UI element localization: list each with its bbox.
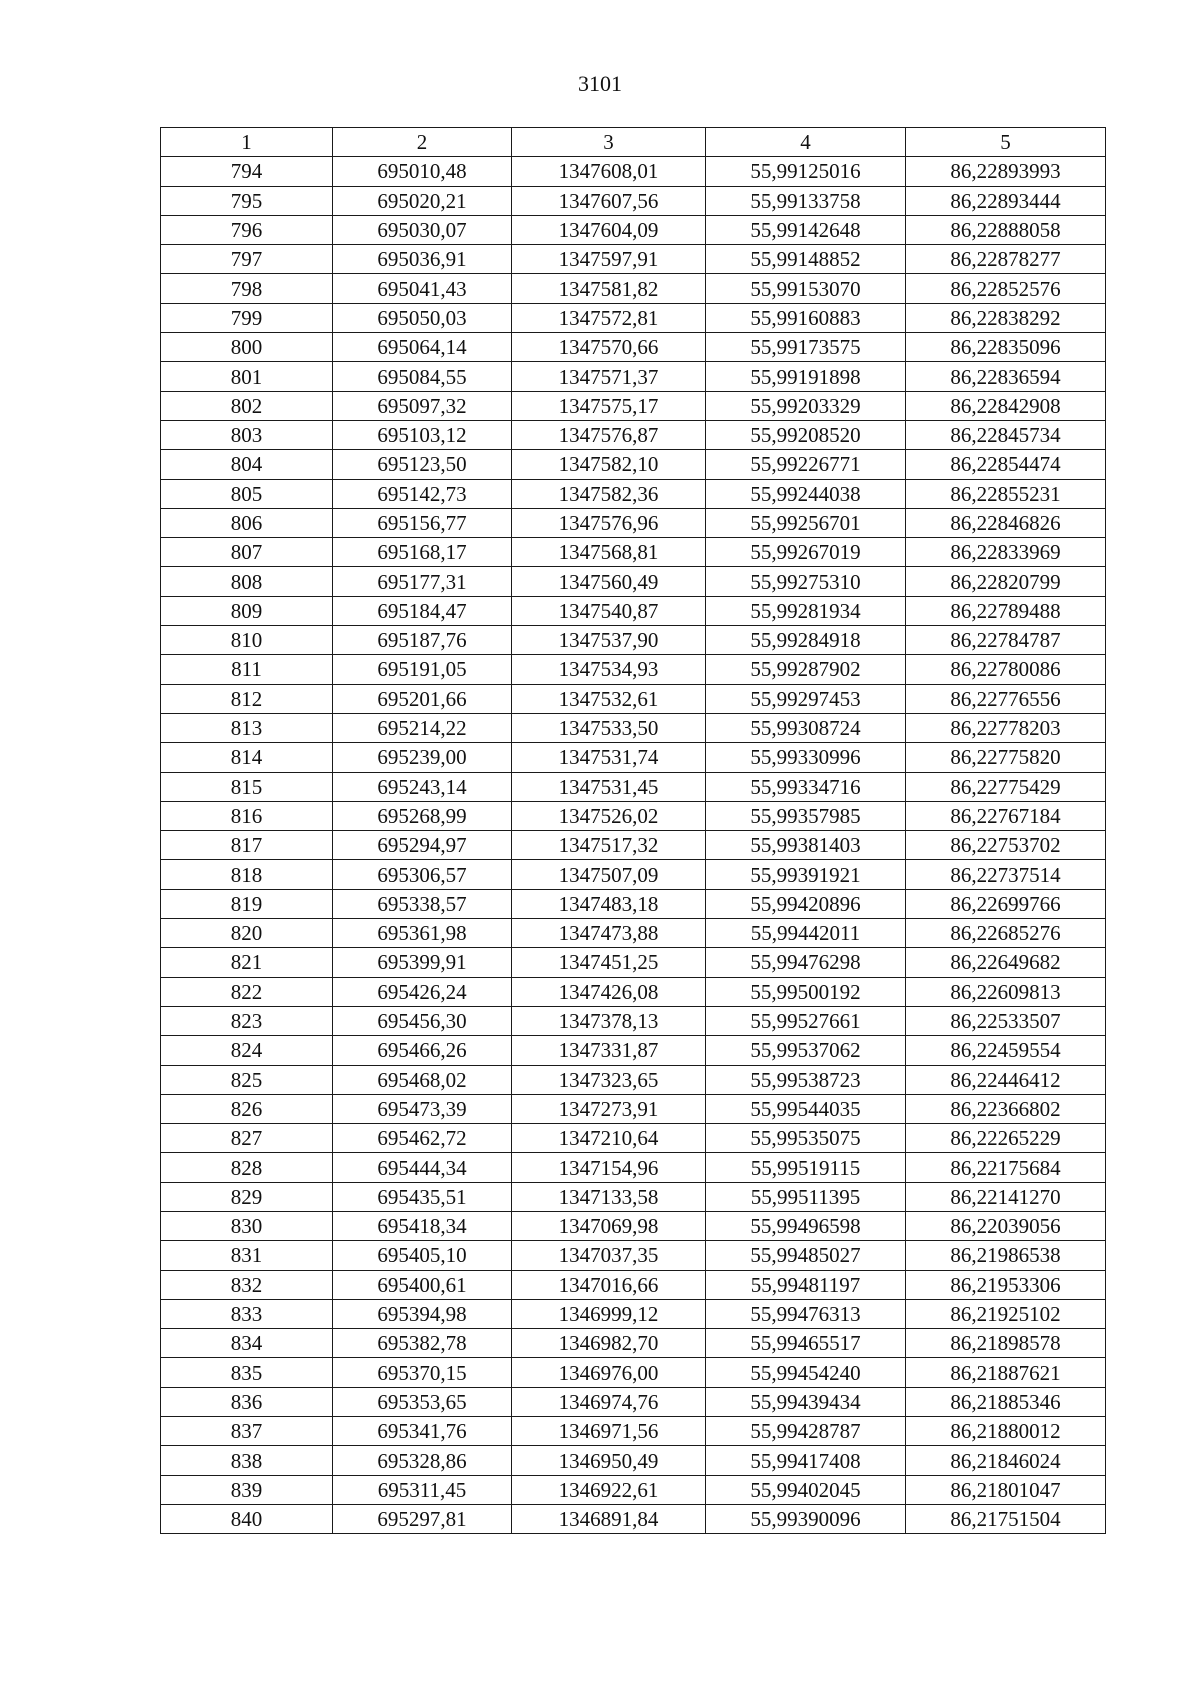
x-coordinate-cell: 695064,14: [333, 333, 512, 362]
longitude-cell: 86,22776556: [906, 684, 1106, 713]
longitude-cell: 86,22789488: [906, 596, 1106, 625]
y-coordinate-cell: 1347575,17: [512, 391, 706, 420]
latitude-cell: 55,99160883: [706, 303, 906, 332]
table-row: [161, 1094, 1106, 1123]
latitude-cell: 55,99381403: [706, 831, 906, 860]
table-row: [161, 362, 1106, 391]
latitude-cell: 55,99287902: [706, 655, 906, 684]
latitude-cell: 55,99133758: [706, 186, 906, 215]
header-col-3: 3: [512, 128, 706, 157]
y-coordinate-cell: 1346976,00: [512, 1358, 706, 1387]
latitude-cell: 55,99297453: [706, 684, 906, 713]
header-col-2: 2: [333, 128, 512, 157]
latitude-cell: 55,99402045: [706, 1475, 906, 1504]
point-number-cell: 808: [161, 567, 333, 596]
y-coordinate-cell: 1347532,61: [512, 684, 706, 713]
longitude-cell: 86,22820799: [906, 567, 1106, 596]
table-row: [161, 1241, 1106, 1270]
y-coordinate-cell: 1347533,50: [512, 713, 706, 742]
table-row: [161, 1329, 1106, 1358]
latitude-cell: 55,99476298: [706, 948, 906, 977]
point-number-cell: 804: [161, 450, 333, 479]
latitude-cell: 55,99125016: [706, 157, 906, 186]
table-row: [161, 1006, 1106, 1035]
point-number-cell: 812: [161, 684, 333, 713]
table-row: [161, 889, 1106, 918]
x-coordinate-cell: 695010,48: [333, 157, 512, 186]
longitude-cell: 86,21885346: [906, 1387, 1106, 1416]
point-number-cell: 825: [161, 1065, 333, 1094]
point-number-cell: 822: [161, 977, 333, 1006]
longitude-cell: 86,21880012: [906, 1417, 1106, 1446]
x-coordinate-cell: 695297,81: [333, 1504, 512, 1533]
table-row: [161, 948, 1106, 977]
table-row: [161, 1124, 1106, 1153]
table-row: [161, 1446, 1106, 1475]
x-coordinate-cell: 695456,30: [333, 1006, 512, 1035]
table-row: [161, 1358, 1106, 1387]
y-coordinate-cell: 1347210,64: [512, 1124, 706, 1153]
x-coordinate-cell: 695435,51: [333, 1182, 512, 1211]
table-body: [161, 157, 1106, 1534]
x-coordinate-cell: 695405,10: [333, 1241, 512, 1270]
x-coordinate-cell: 695177,31: [333, 567, 512, 596]
y-coordinate-cell: 1347526,02: [512, 801, 706, 830]
table-row: [161, 450, 1106, 479]
point-number-cell: 824: [161, 1036, 333, 1065]
y-coordinate-cell: 1347607,56: [512, 186, 706, 215]
header-col-5: 5: [906, 128, 1106, 157]
point-number-cell: 820: [161, 919, 333, 948]
table-row: [161, 420, 1106, 449]
y-coordinate-cell: 1347069,98: [512, 1211, 706, 1240]
table-row: [161, 1036, 1106, 1065]
y-coordinate-cell: 1347483,18: [512, 889, 706, 918]
latitude-cell: 55,99428787: [706, 1417, 906, 1446]
longitude-cell: 86,22836594: [906, 362, 1106, 391]
x-coordinate-cell: 695036,91: [333, 245, 512, 274]
latitude-cell: 55,99442011: [706, 919, 906, 948]
x-coordinate-cell: 695394,98: [333, 1299, 512, 1328]
longitude-cell: 86,22533507: [906, 1006, 1106, 1035]
table-row: [161, 1211, 1106, 1240]
latitude-cell: 55,99334716: [706, 772, 906, 801]
y-coordinate-cell: 1347451,25: [512, 948, 706, 977]
x-coordinate-cell: 695084,55: [333, 362, 512, 391]
y-coordinate-cell: 1347323,65: [512, 1065, 706, 1094]
latitude-cell: 55,99476313: [706, 1299, 906, 1328]
point-number-cell: 816: [161, 801, 333, 830]
table-row: [161, 1182, 1106, 1211]
latitude-cell: 55,99267019: [706, 538, 906, 567]
point-number-cell: 832: [161, 1270, 333, 1299]
longitude-cell: 86,22835096: [906, 333, 1106, 362]
point-number-cell: 828: [161, 1153, 333, 1182]
point-number-cell: 807: [161, 538, 333, 567]
y-coordinate-cell: 1347560,49: [512, 567, 706, 596]
latitude-cell: 55,99519115: [706, 1153, 906, 1182]
longitude-cell: 86,22685276: [906, 919, 1106, 948]
table-row: [161, 1153, 1106, 1182]
header-col-1: 1: [161, 128, 333, 157]
y-coordinate-cell: 1347133,58: [512, 1182, 706, 1211]
latitude-cell: 55,99226771: [706, 450, 906, 479]
point-number-cell: 806: [161, 508, 333, 537]
y-coordinate-cell: 1347572,81: [512, 303, 706, 332]
point-number-cell: 838: [161, 1446, 333, 1475]
y-coordinate-cell: 1347576,87: [512, 420, 706, 449]
latitude-cell: 55,99173575: [706, 333, 906, 362]
point-number-cell: 799: [161, 303, 333, 332]
y-coordinate-cell: 1347582,36: [512, 479, 706, 508]
longitude-cell: 86,22842908: [906, 391, 1106, 420]
y-coordinate-cell: 1347581,82: [512, 274, 706, 303]
longitude-cell: 86,22265229: [906, 1124, 1106, 1153]
point-number-cell: 813: [161, 713, 333, 742]
latitude-cell: 55,99284918: [706, 626, 906, 655]
longitude-cell: 86,22778203: [906, 713, 1106, 742]
x-coordinate-cell: 695030,07: [333, 215, 512, 244]
point-number-cell: 831: [161, 1241, 333, 1270]
y-coordinate-cell: 1346922,61: [512, 1475, 706, 1504]
point-number-cell: 827: [161, 1124, 333, 1153]
table-row: [161, 1270, 1106, 1299]
point-number-cell: 803: [161, 420, 333, 449]
x-coordinate-cell: 695468,02: [333, 1065, 512, 1094]
point-number-cell: 797: [161, 245, 333, 274]
y-coordinate-cell: 1347568,81: [512, 538, 706, 567]
y-coordinate-cell: 1347517,32: [512, 831, 706, 860]
y-coordinate-cell: 1347378,13: [512, 1006, 706, 1035]
latitude-cell: 55,99390096: [706, 1504, 906, 1533]
point-number-cell: 837: [161, 1417, 333, 1446]
x-coordinate-cell: 695187,76: [333, 626, 512, 655]
x-coordinate-cell: 695341,76: [333, 1417, 512, 1446]
y-coordinate-cell: 1347534,93: [512, 655, 706, 684]
latitude-cell: 55,99275310: [706, 567, 906, 596]
y-coordinate-cell: 1347426,08: [512, 977, 706, 1006]
table-row: [161, 333, 1106, 362]
point-number-cell: 821: [161, 948, 333, 977]
latitude-cell: 55,99148852: [706, 245, 906, 274]
latitude-cell: 55,99527661: [706, 1006, 906, 1035]
y-coordinate-cell: 1347540,87: [512, 596, 706, 625]
point-number-cell: 839: [161, 1475, 333, 1504]
point-number-cell: 795: [161, 186, 333, 215]
y-coordinate-cell: 1347604,09: [512, 215, 706, 244]
point-number-cell: 814: [161, 743, 333, 772]
longitude-cell: 86,22775820: [906, 743, 1106, 772]
y-coordinate-cell: 1347531,45: [512, 772, 706, 801]
longitude-cell: 86,22888058: [906, 215, 1106, 244]
x-coordinate-cell: 695382,78: [333, 1329, 512, 1358]
latitude-cell: 55,99256701: [706, 508, 906, 537]
y-coordinate-cell: 1346950,49: [512, 1446, 706, 1475]
x-coordinate-cell: 695473,39: [333, 1094, 512, 1123]
y-coordinate-cell: 1347576,96: [512, 508, 706, 537]
longitude-cell: 86,21898578: [906, 1329, 1106, 1358]
table-row: [161, 626, 1106, 655]
latitude-cell: 55,99511395: [706, 1182, 906, 1211]
point-number-cell: 801: [161, 362, 333, 391]
table-row: [161, 1299, 1106, 1328]
x-coordinate-cell: 695239,00: [333, 743, 512, 772]
table-row: [161, 391, 1106, 420]
table-row: [161, 831, 1106, 860]
table-row: [161, 274, 1106, 303]
x-coordinate-cell: 695294,97: [333, 831, 512, 860]
table-row: [161, 215, 1106, 244]
point-number-cell: 833: [161, 1299, 333, 1328]
x-coordinate-cell: 695020,21: [333, 186, 512, 215]
point-number-cell: 815: [161, 772, 333, 801]
longitude-cell: 86,22854474: [906, 450, 1106, 479]
latitude-cell: 55,99465517: [706, 1329, 906, 1358]
longitude-cell: 86,22893993: [906, 157, 1106, 186]
x-coordinate-cell: 695426,24: [333, 977, 512, 1006]
longitude-cell: 86,22141270: [906, 1182, 1106, 1211]
table-row: [161, 919, 1106, 948]
latitude-cell: 55,99454240: [706, 1358, 906, 1387]
table-row: [161, 245, 1106, 274]
longitude-cell: 86,22855231: [906, 479, 1106, 508]
longitude-cell: 86,22753702: [906, 831, 1106, 860]
latitude-cell: 55,99330996: [706, 743, 906, 772]
y-coordinate-cell: 1347597,91: [512, 245, 706, 274]
x-coordinate-cell: 695201,66: [333, 684, 512, 713]
latitude-cell: 55,99391921: [706, 860, 906, 889]
longitude-cell: 86,22175684: [906, 1153, 1106, 1182]
x-coordinate-cell: 695191,05: [333, 655, 512, 684]
latitude-cell: 55,99496598: [706, 1211, 906, 1240]
table-row: [161, 1475, 1106, 1504]
longitude-cell: 86,22039056: [906, 1211, 1106, 1240]
point-number-cell: 809: [161, 596, 333, 625]
point-number-cell: 823: [161, 1006, 333, 1035]
table-row: [161, 713, 1106, 742]
point-number-cell: 836: [161, 1387, 333, 1416]
point-number-cell: 818: [161, 860, 333, 889]
latitude-cell: 55,99308724: [706, 713, 906, 742]
point-number-cell: 802: [161, 391, 333, 420]
y-coordinate-cell: 1347016,66: [512, 1270, 706, 1299]
table-row: [161, 1417, 1106, 1446]
x-coordinate-cell: 695418,34: [333, 1211, 512, 1240]
latitude-cell: 55,99191898: [706, 362, 906, 391]
longitude-cell: 86,22649682: [906, 948, 1106, 977]
x-coordinate-cell: 695328,86: [333, 1446, 512, 1475]
x-coordinate-cell: 695353,65: [333, 1387, 512, 1416]
y-coordinate-cell: 1347571,37: [512, 362, 706, 391]
latitude-cell: 55,99142648: [706, 215, 906, 244]
y-coordinate-cell: 1347037,35: [512, 1241, 706, 1270]
table-row: [161, 772, 1106, 801]
x-coordinate-cell: 695168,17: [333, 538, 512, 567]
y-coordinate-cell: 1346982,70: [512, 1329, 706, 1358]
table-row: [161, 538, 1106, 567]
table-row: [161, 1504, 1106, 1533]
point-number-cell: 817: [161, 831, 333, 860]
point-number-cell: 834: [161, 1329, 333, 1358]
longitude-cell: 86,22852576: [906, 274, 1106, 303]
header-col-4: 4: [706, 128, 906, 157]
longitude-cell: 86,22878277: [906, 245, 1106, 274]
point-number-cell: 835: [161, 1358, 333, 1387]
longitude-cell: 86,21751504: [906, 1504, 1106, 1533]
latitude-cell: 55,99439434: [706, 1387, 906, 1416]
latitude-cell: 55,99244038: [706, 479, 906, 508]
point-number-cell: 798: [161, 274, 333, 303]
x-coordinate-cell: 695268,99: [333, 801, 512, 830]
latitude-cell: 55,99537062: [706, 1036, 906, 1065]
point-number-cell: 800: [161, 333, 333, 362]
longitude-cell: 86,22459554: [906, 1036, 1106, 1065]
point-number-cell: 810: [161, 626, 333, 655]
latitude-cell: 55,99203329: [706, 391, 906, 420]
point-number-cell: 830: [161, 1211, 333, 1240]
longitude-cell: 86,22775429: [906, 772, 1106, 801]
table-row: [161, 1387, 1106, 1416]
longitude-cell: 86,21801047: [906, 1475, 1106, 1504]
x-coordinate-cell: 695243,14: [333, 772, 512, 801]
x-coordinate-cell: 695370,15: [333, 1358, 512, 1387]
page-number: 3101: [578, 71, 622, 96]
y-coordinate-cell: 1347582,10: [512, 450, 706, 479]
table-row: [161, 567, 1106, 596]
latitude-cell: 55,99208520: [706, 420, 906, 449]
y-coordinate-cell: 1347273,91: [512, 1094, 706, 1123]
latitude-cell: 55,99420896: [706, 889, 906, 918]
table-row: [161, 157, 1106, 186]
longitude-cell: 86,21846024: [906, 1446, 1106, 1475]
table-row: [161, 508, 1106, 537]
y-coordinate-cell: 1346974,76: [512, 1387, 706, 1416]
y-coordinate-cell: 1347507,09: [512, 860, 706, 889]
point-number-cell: 805: [161, 479, 333, 508]
point-number-cell: 819: [161, 889, 333, 918]
y-coordinate-cell: 1347331,87: [512, 1036, 706, 1065]
longitude-cell: 86,22780086: [906, 655, 1106, 684]
x-coordinate-cell: 695462,72: [333, 1124, 512, 1153]
point-number-cell: 840: [161, 1504, 333, 1533]
x-coordinate-cell: 695311,45: [333, 1475, 512, 1504]
table-row: [161, 743, 1106, 772]
longitude-cell: 86,21925102: [906, 1299, 1106, 1328]
x-coordinate-cell: 695214,22: [333, 713, 512, 742]
table-row: [161, 596, 1106, 625]
longitude-cell: 86,22833969: [906, 538, 1106, 567]
table-row: [161, 479, 1106, 508]
longitude-cell: 86,21986538: [906, 1241, 1106, 1270]
longitude-cell: 86,22838292: [906, 303, 1106, 332]
x-coordinate-cell: 695050,03: [333, 303, 512, 332]
latitude-cell: 55,99417408: [706, 1446, 906, 1475]
longitude-cell: 86,22446412: [906, 1065, 1106, 1094]
table-row: [161, 684, 1106, 713]
table-row: [161, 186, 1106, 215]
x-coordinate-cell: 695041,43: [333, 274, 512, 303]
x-coordinate-cell: 695444,34: [333, 1153, 512, 1182]
point-number-cell: 826: [161, 1094, 333, 1123]
longitude-cell: 86,22366802: [906, 1094, 1106, 1123]
latitude-cell: 55,99500192: [706, 977, 906, 1006]
header-row: [161, 128, 1106, 157]
longitude-cell: 86,22699766: [906, 889, 1106, 918]
point-number-cell: 829: [161, 1182, 333, 1211]
point-number-cell: 811: [161, 655, 333, 684]
y-coordinate-cell: 1346891,84: [512, 1504, 706, 1533]
y-coordinate-cell: 1347537,90: [512, 626, 706, 655]
longitude-cell: 86,22846826: [906, 508, 1106, 537]
table-header: [161, 128, 1106, 157]
y-coordinate-cell: 1346999,12: [512, 1299, 706, 1328]
point-number-cell: 794: [161, 157, 333, 186]
longitude-cell: 86,22845734: [906, 420, 1106, 449]
x-coordinate-cell: 695184,47: [333, 596, 512, 625]
table-row: [161, 977, 1106, 1006]
longitude-cell: 86,21887621: [906, 1358, 1106, 1387]
longitude-cell: 86,21953306: [906, 1270, 1106, 1299]
latitude-cell: 55,99538723: [706, 1065, 906, 1094]
longitude-cell: 86,22767184: [906, 801, 1106, 830]
x-coordinate-cell: 695399,91: [333, 948, 512, 977]
longitude-cell: 86,22893444: [906, 186, 1106, 215]
x-coordinate-cell: 695338,57: [333, 889, 512, 918]
x-coordinate-cell: 695400,61: [333, 1270, 512, 1299]
y-coordinate-cell: 1347531,74: [512, 743, 706, 772]
y-coordinate-cell: 1346971,56: [512, 1417, 706, 1446]
x-coordinate-cell: 695123,50: [333, 450, 512, 479]
x-coordinate-cell: 695142,73: [333, 479, 512, 508]
longitude-cell: 86,22784787: [906, 626, 1106, 655]
latitude-cell: 55,99281934: [706, 596, 906, 625]
y-coordinate-cell: 1347570,66: [512, 333, 706, 362]
latitude-cell: 55,99153070: [706, 274, 906, 303]
point-number-cell: 796: [161, 215, 333, 244]
x-coordinate-cell: 695306,57: [333, 860, 512, 889]
table-row: [161, 303, 1106, 332]
x-coordinate-cell: 695103,12: [333, 420, 512, 449]
coordinates-table: [160, 127, 1106, 1534]
latitude-cell: 55,99544035: [706, 1094, 906, 1123]
table-row: [161, 860, 1106, 889]
table-row: [161, 655, 1106, 684]
longitude-cell: 86,22737514: [906, 860, 1106, 889]
latitude-cell: 55,99485027: [706, 1241, 906, 1270]
latitude-cell: 55,99481197: [706, 1270, 906, 1299]
x-coordinate-cell: 695097,32: [333, 391, 512, 420]
x-coordinate-cell: 695156,77: [333, 508, 512, 537]
table-row: [161, 1065, 1106, 1094]
y-coordinate-cell: 1347608,01: [512, 157, 706, 186]
y-coordinate-cell: 1347154,96: [512, 1153, 706, 1182]
y-coordinate-cell: 1347473,88: [512, 919, 706, 948]
x-coordinate-cell: 695361,98: [333, 919, 512, 948]
latitude-cell: 55,99535075: [706, 1124, 906, 1153]
latitude-cell: 55,99357985: [706, 801, 906, 830]
longitude-cell: 86,22609813: [906, 977, 1106, 1006]
table-row: [161, 801, 1106, 830]
x-coordinate-cell: 695466,26: [333, 1036, 512, 1065]
